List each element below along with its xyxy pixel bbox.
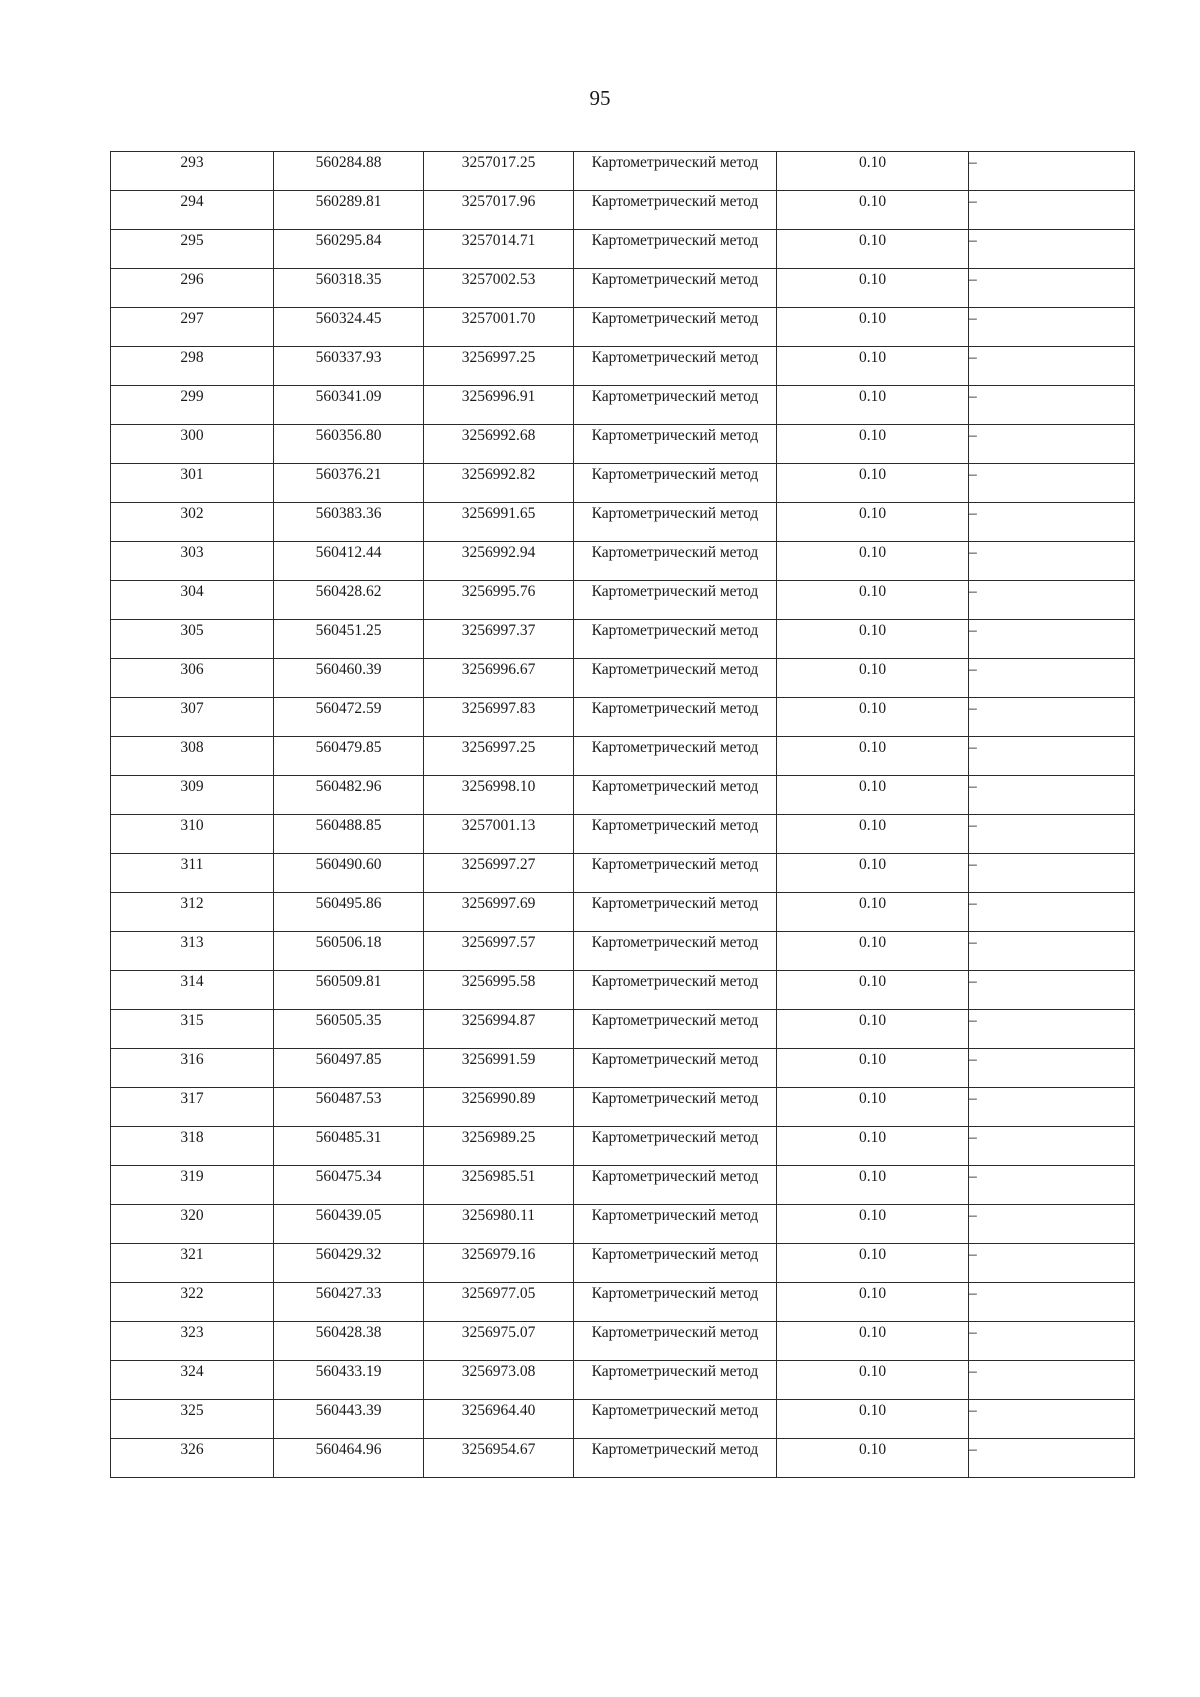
point-number-cell: 295 (111, 230, 274, 269)
x-coordinate-cell: 560485.31 (274, 1127, 424, 1166)
precision-cell: 0.10 (777, 1088, 969, 1127)
method-cell: Картометрический метод (574, 269, 777, 308)
y-coordinate-cell: 3256997.57 (424, 932, 574, 971)
point-number-cell: 314 (111, 971, 274, 1010)
table-row (111, 464, 1135, 503)
y-coordinate-cell: 3256975.07 (424, 1322, 574, 1361)
table-row (111, 893, 1135, 932)
x-coordinate-cell: 560475.34 (274, 1166, 424, 1205)
method-cell: Картометрический метод (574, 854, 777, 893)
coordinates-table-body (111, 152, 1135, 1478)
precision-cell: 0.10 (777, 971, 969, 1010)
y-coordinate-cell: 3256964.40 (424, 1400, 574, 1439)
y-coordinate-cell: 3256994.87 (424, 1010, 574, 1049)
precision-cell: 0.10 (777, 1010, 969, 1049)
point-number-cell: 306 (111, 659, 274, 698)
y-coordinate-cell: 3257014.71 (424, 230, 574, 269)
point-number-cell: 313 (111, 932, 274, 971)
precision-cell: 0.10 (777, 386, 969, 425)
x-coordinate-cell: 560289.81 (274, 191, 424, 230)
method-cell: Картометрический метод (574, 893, 777, 932)
note-cell: – (969, 1361, 1135, 1400)
y-coordinate-cell: 3257001.70 (424, 308, 574, 347)
x-coordinate-cell: 560428.62 (274, 581, 424, 620)
precision-cell: 0.10 (777, 1049, 969, 1088)
precision-cell: 0.10 (777, 1361, 969, 1400)
precision-cell: 0.10 (777, 1400, 969, 1439)
coordinates-table (110, 151, 1135, 1478)
note-cell: – (969, 932, 1135, 971)
precision-cell: 0.10 (777, 1322, 969, 1361)
note-cell: – (969, 776, 1135, 815)
y-coordinate-cell: 3256954.67 (424, 1439, 574, 1478)
x-coordinate-cell: 560439.05 (274, 1205, 424, 1244)
method-cell: Картометрический метод (574, 1088, 777, 1127)
table-row (111, 386, 1135, 425)
x-coordinate-cell: 560324.45 (274, 308, 424, 347)
point-number-cell: 325 (111, 1400, 274, 1439)
precision-cell: 0.10 (777, 503, 969, 542)
x-coordinate-cell: 560482.96 (274, 776, 424, 815)
x-coordinate-cell: 560479.85 (274, 737, 424, 776)
page-number: 95 (589, 86, 611, 110)
x-coordinate-cell: 560488.85 (274, 815, 424, 854)
note-cell: – (969, 1244, 1135, 1283)
x-coordinate-cell: 560429.32 (274, 1244, 424, 1283)
method-cell: Картометрический метод (574, 1166, 777, 1205)
note-cell: – (969, 620, 1135, 659)
x-coordinate-cell: 560376.21 (274, 464, 424, 503)
point-number-cell: 307 (111, 698, 274, 737)
point-number-cell: 323 (111, 1322, 274, 1361)
table-row (111, 1361, 1135, 1400)
table-row (111, 776, 1135, 815)
precision-cell: 0.10 (777, 152, 969, 191)
table-row (111, 1049, 1135, 1088)
table-row (111, 503, 1135, 542)
precision-cell: 0.10 (777, 620, 969, 659)
table-row (111, 1127, 1135, 1166)
point-number-cell: 326 (111, 1439, 274, 1478)
point-number-cell: 308 (111, 737, 274, 776)
x-coordinate-cell: 560341.09 (274, 386, 424, 425)
method-cell: Картометрический метод (574, 386, 777, 425)
method-cell: Картометрический метод (574, 464, 777, 503)
method-cell: Картометрический метод (574, 230, 777, 269)
x-coordinate-cell: 560509.81 (274, 971, 424, 1010)
y-coordinate-cell: 3256985.51 (424, 1166, 574, 1205)
precision-cell: 0.10 (777, 191, 969, 230)
point-number-cell: 297 (111, 308, 274, 347)
table-row (111, 815, 1135, 854)
note-cell: – (969, 1322, 1135, 1361)
y-coordinate-cell: 3256996.91 (424, 386, 574, 425)
table-row (111, 1283, 1135, 1322)
method-cell: Картометрический метод (574, 152, 777, 191)
point-number-cell: 301 (111, 464, 274, 503)
method-cell: Картометрический метод (574, 1127, 777, 1166)
precision-cell: 0.10 (777, 1166, 969, 1205)
point-number-cell: 311 (111, 854, 274, 893)
y-coordinate-cell: 3256979.16 (424, 1244, 574, 1283)
x-coordinate-cell: 560284.88 (274, 152, 424, 191)
note-cell: – (969, 308, 1135, 347)
precision-cell: 0.10 (777, 581, 969, 620)
note-cell: – (969, 386, 1135, 425)
precision-cell: 0.10 (777, 815, 969, 854)
y-coordinate-cell: 3256989.25 (424, 1127, 574, 1166)
precision-cell: 0.10 (777, 308, 969, 347)
y-coordinate-cell: 3256998.10 (424, 776, 574, 815)
method-cell: Картометрический метод (574, 659, 777, 698)
table-row (111, 698, 1135, 737)
table-row (111, 269, 1135, 308)
table-row (111, 425, 1135, 464)
y-coordinate-cell: 3256997.69 (424, 893, 574, 932)
method-cell: Картометрический метод (574, 425, 777, 464)
y-coordinate-cell: 3256977.05 (424, 1283, 574, 1322)
x-coordinate-cell: 560412.44 (274, 542, 424, 581)
point-number-cell: 304 (111, 581, 274, 620)
point-number-cell: 321 (111, 1244, 274, 1283)
table-row (111, 1322, 1135, 1361)
x-coordinate-cell: 560505.35 (274, 1010, 424, 1049)
method-cell: Картометрический метод (574, 347, 777, 386)
table-row (111, 230, 1135, 269)
table-row (111, 932, 1135, 971)
table-row (111, 347, 1135, 386)
point-number-cell: 305 (111, 620, 274, 659)
y-coordinate-cell: 3256995.76 (424, 581, 574, 620)
precision-cell: 0.10 (777, 776, 969, 815)
method-cell: Картометрический метод (574, 737, 777, 776)
point-number-cell: 300 (111, 425, 274, 464)
table-row (111, 1439, 1135, 1478)
point-number-cell: 320 (111, 1205, 274, 1244)
table-row (111, 542, 1135, 581)
precision-cell: 0.10 (777, 659, 969, 698)
point-number-cell: 322 (111, 1283, 274, 1322)
x-coordinate-cell: 560495.86 (274, 893, 424, 932)
note-cell: – (969, 1283, 1135, 1322)
point-number-cell: 294 (111, 191, 274, 230)
method-cell: Картометрический метод (574, 776, 777, 815)
note-cell: – (969, 230, 1135, 269)
precision-cell: 0.10 (777, 1439, 969, 1478)
point-number-cell: 310 (111, 815, 274, 854)
note-cell: – (969, 659, 1135, 698)
precision-cell: 0.10 (777, 464, 969, 503)
x-coordinate-cell: 560318.35 (274, 269, 424, 308)
note-cell: – (969, 269, 1135, 308)
note-cell: – (969, 191, 1135, 230)
method-cell: Картометрический метод (574, 698, 777, 737)
point-number-cell: 315 (111, 1010, 274, 1049)
method-cell: Картометрический метод (574, 932, 777, 971)
point-number-cell: 318 (111, 1127, 274, 1166)
note-cell: – (969, 464, 1135, 503)
table-row (111, 1205, 1135, 1244)
method-cell: Картометрический метод (574, 1010, 777, 1049)
table-row (111, 659, 1135, 698)
point-number-cell: 298 (111, 347, 274, 386)
point-number-cell: 309 (111, 776, 274, 815)
note-cell: – (969, 425, 1135, 464)
y-coordinate-cell: 3256997.37 (424, 620, 574, 659)
method-cell: Картометрический метод (574, 308, 777, 347)
y-coordinate-cell: 3256997.83 (424, 698, 574, 737)
y-coordinate-cell: 3256997.25 (424, 737, 574, 776)
x-coordinate-cell: 560433.19 (274, 1361, 424, 1400)
table-row (111, 737, 1135, 776)
table-row (111, 308, 1135, 347)
note-cell: – (969, 1439, 1135, 1478)
note-cell: – (969, 1127, 1135, 1166)
method-cell: Картометрический метод (574, 542, 777, 581)
note-cell: – (969, 542, 1135, 581)
note-cell: – (969, 1400, 1135, 1439)
method-cell: Картометрический метод (574, 1439, 777, 1478)
x-coordinate-cell: 560427.33 (274, 1283, 424, 1322)
note-cell: – (969, 152, 1135, 191)
y-coordinate-cell: 3256991.65 (424, 503, 574, 542)
table-row (111, 191, 1135, 230)
table-row (111, 854, 1135, 893)
method-cell: Картометрический метод (574, 1322, 777, 1361)
note-cell: – (969, 1088, 1135, 1127)
y-coordinate-cell: 3257017.25 (424, 152, 574, 191)
precision-cell: 0.10 (777, 1283, 969, 1322)
y-coordinate-cell: 3256997.25 (424, 347, 574, 386)
precision-cell: 0.10 (777, 893, 969, 932)
table-row (111, 971, 1135, 1010)
y-coordinate-cell: 3256973.08 (424, 1361, 574, 1400)
y-coordinate-cell: 3257002.53 (424, 269, 574, 308)
precision-cell: 0.10 (777, 1127, 969, 1166)
x-coordinate-cell: 560506.18 (274, 932, 424, 971)
note-cell: – (969, 893, 1135, 932)
note-cell: – (969, 698, 1135, 737)
x-coordinate-cell: 560451.25 (274, 620, 424, 659)
point-number-cell: 317 (111, 1088, 274, 1127)
table-row (111, 1244, 1135, 1283)
point-number-cell: 324 (111, 1361, 274, 1400)
y-coordinate-cell: 3256997.27 (424, 854, 574, 893)
precision-cell: 0.10 (777, 1205, 969, 1244)
point-number-cell: 296 (111, 269, 274, 308)
x-coordinate-cell: 560295.84 (274, 230, 424, 269)
y-coordinate-cell: 3256995.58 (424, 971, 574, 1010)
note-cell: – (969, 1166, 1135, 1205)
y-coordinate-cell: 3256992.94 (424, 542, 574, 581)
y-coordinate-cell: 3256991.59 (424, 1049, 574, 1088)
y-coordinate-cell: 3257001.13 (424, 815, 574, 854)
method-cell: Картометрический метод (574, 1205, 777, 1244)
x-coordinate-cell: 560460.39 (274, 659, 424, 698)
x-coordinate-cell: 560487.53 (274, 1088, 424, 1127)
point-number-cell: 299 (111, 386, 274, 425)
precision-cell: 0.10 (777, 1244, 969, 1283)
method-cell: Картометрический метод (574, 815, 777, 854)
table-row (111, 1088, 1135, 1127)
method-cell: Картометрический метод (574, 191, 777, 230)
note-cell: – (969, 1010, 1135, 1049)
note-cell: – (969, 971, 1135, 1010)
table-row (111, 1400, 1135, 1439)
method-cell: Картометрический метод (574, 971, 777, 1010)
x-coordinate-cell: 560356.80 (274, 425, 424, 464)
note-cell: – (969, 1205, 1135, 1244)
y-coordinate-cell: 3256980.11 (424, 1205, 574, 1244)
method-cell: Картометрический метод (574, 581, 777, 620)
table-row (111, 581, 1135, 620)
precision-cell: 0.10 (777, 737, 969, 776)
x-coordinate-cell: 560383.36 (274, 503, 424, 542)
precision-cell: 0.10 (777, 269, 969, 308)
table-row (111, 152, 1135, 191)
method-cell: Картометрический метод (574, 1400, 777, 1439)
method-cell: Картометрический метод (574, 1049, 777, 1088)
method-cell: Картометрический метод (574, 1283, 777, 1322)
x-coordinate-cell: 560337.93 (274, 347, 424, 386)
x-coordinate-cell: 560464.96 (274, 1439, 424, 1478)
table-row (111, 1010, 1135, 1049)
precision-cell: 0.10 (777, 854, 969, 893)
note-cell: – (969, 347, 1135, 386)
method-cell: Картометрический метод (574, 620, 777, 659)
y-coordinate-cell: 3256990.89 (424, 1088, 574, 1127)
note-cell: – (969, 1049, 1135, 1088)
method-cell: Картометрический метод (574, 1244, 777, 1283)
note-cell: – (969, 581, 1135, 620)
precision-cell: 0.10 (777, 932, 969, 971)
point-number-cell: 319 (111, 1166, 274, 1205)
table-row (111, 620, 1135, 659)
x-coordinate-cell: 560497.85 (274, 1049, 424, 1088)
note-cell: – (969, 815, 1135, 854)
method-cell: Картометрический метод (574, 503, 777, 542)
precision-cell: 0.10 (777, 230, 969, 269)
table-row (111, 1166, 1135, 1205)
point-number-cell: 303 (111, 542, 274, 581)
y-coordinate-cell: 3256996.67 (424, 659, 574, 698)
y-coordinate-cell: 3257017.96 (424, 191, 574, 230)
note-cell: – (969, 503, 1135, 542)
precision-cell: 0.10 (777, 347, 969, 386)
note-cell: – (969, 737, 1135, 776)
x-coordinate-cell: 560490.60 (274, 854, 424, 893)
method-cell: Картометрический метод (574, 1361, 777, 1400)
note-cell: – (969, 854, 1135, 893)
point-number-cell: 302 (111, 503, 274, 542)
point-number-cell: 293 (111, 152, 274, 191)
precision-cell: 0.10 (777, 425, 969, 464)
point-number-cell: 312 (111, 893, 274, 932)
x-coordinate-cell: 560428.38 (274, 1322, 424, 1361)
x-coordinate-cell: 560443.39 (274, 1400, 424, 1439)
x-coordinate-cell: 560472.59 (274, 698, 424, 737)
y-coordinate-cell: 3256992.68 (424, 425, 574, 464)
precision-cell: 0.10 (777, 698, 969, 737)
precision-cell: 0.10 (777, 542, 969, 581)
point-number-cell: 316 (111, 1049, 274, 1088)
y-coordinate-cell: 3256992.82 (424, 464, 574, 503)
